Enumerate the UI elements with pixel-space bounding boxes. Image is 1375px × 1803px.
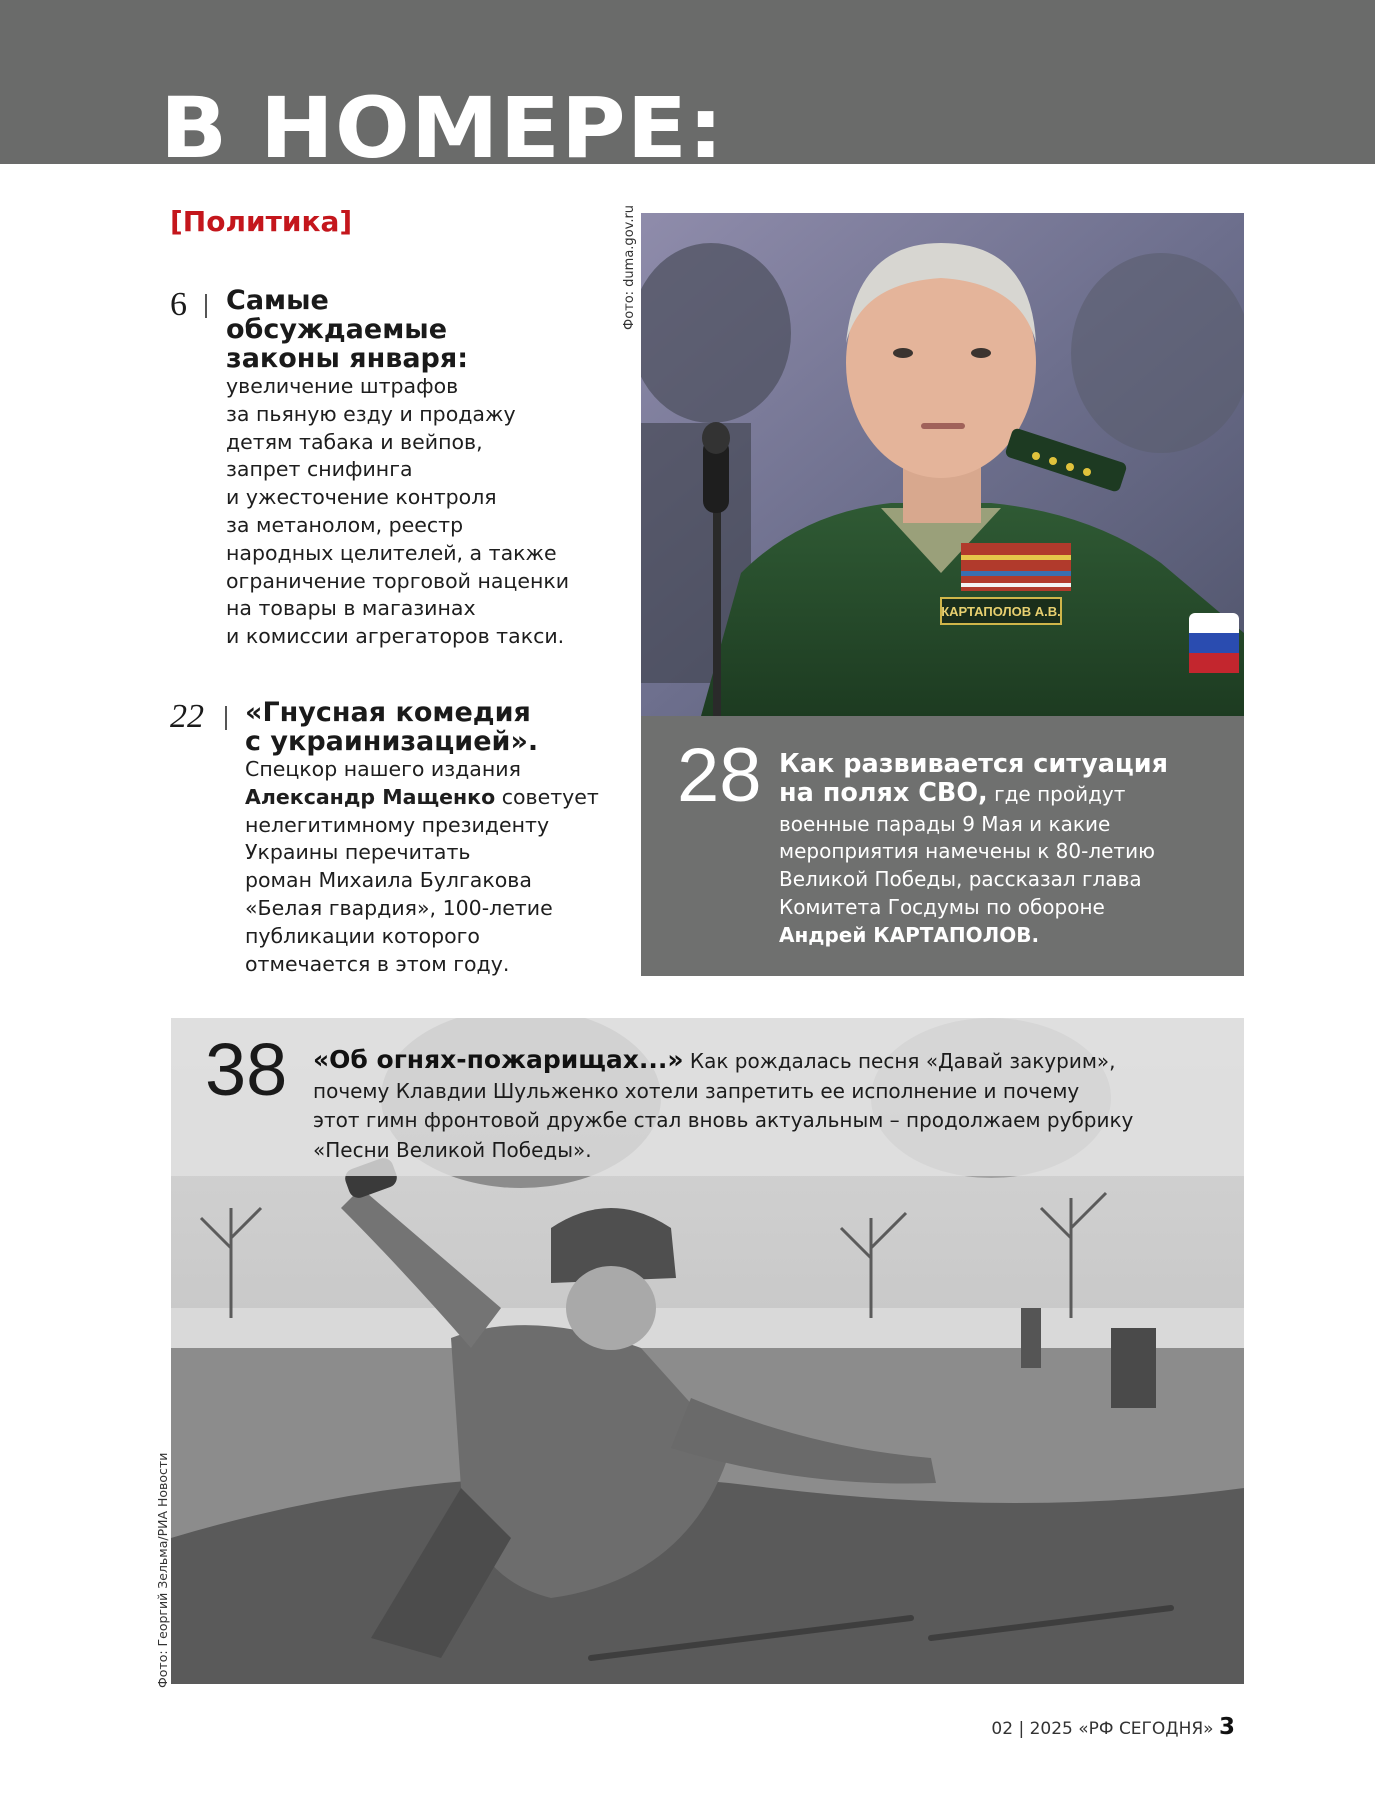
feature-caption-box[interactable]	[641, 716, 1244, 976]
divider	[225, 706, 227, 730]
song-page-number: 38	[205, 1028, 288, 1111]
article-item[interactable]	[170, 286, 600, 666]
song-headline: «Об огнях-пожарищах...»	[313, 1045, 684, 1074]
page-title: В НОМЕРЕ:	[160, 79, 725, 177]
portrait-photo[interactable]	[641, 213, 1244, 716]
article-summary: увеличение штрафов за пьяную езду и продажу детям табака и вейпов, запрет снифинга и ужесточение контроля за метанолом, реестр народных целителей, а также ограничение торговой наценки на товары в магазинах и комиссии агрегаторов такси.	[226, 374, 570, 649]
page-number: 22	[170, 698, 204, 735]
article-headline: «Гнусная комедия с украинизацией».	[245, 697, 539, 757]
article-summary: Спецкор нашего издания Александр Мащенко советует нелегитимному президенту Украины перечитать роман Михаила Булгакова «Белая гвардия», 100-летие публикации которого отмечается в этом году.	[245, 757, 599, 976]
article-item[interactable]	[170, 698, 610, 988]
portrait-name-tag: КАРТАПОЛОВ А.В.	[941, 604, 1061, 619]
divider	[205, 294, 207, 318]
page-footer: 02 | 2025 «РФ СЕГОДНЯ» 3	[991, 1714, 1235, 1740]
feature-headline: Как развивается ситуация на полях СВО, где пройдут	[779, 749, 1169, 808]
photo-credit: Фото: duma.gov.ru	[622, 204, 637, 330]
feature-person-name: Андрей КАРТАПОЛОВ.	[779, 922, 1040, 947]
page-number: 3	[1218, 1714, 1235, 1740]
issue-number: 02	[991, 1719, 1014, 1739]
feature-summary: военные парады 9 Мая и какие мероприятия намечены к 80-летию Великой Победы, рассказал глава Комитета Госдумы по обороне Андрей КАРТАПОЛОВ.	[779, 811, 1155, 947]
article-headline: Самые обсуждаемые законы января:	[226, 285, 469, 374]
feature-page-number: 28	[677, 733, 762, 818]
issue-year: 2025	[1029, 1719, 1073, 1739]
page-number: 6	[170, 286, 187, 323]
song-caption: «Об огнях-пожарищах...» Как рождалась песня «Давай закурим», почему Клавдии Шульженко хотели запретить ее исполнение и почему этот гимн фронтовой дружбе стал вновь актуальным – продолжаем рубрику «Песни Великой Победы».	[313, 1045, 1134, 1162]
section-label: [Политика]	[170, 205, 353, 238]
photo-credit: Фото: Георгий Зельма/РИА Новости	[155, 1452, 170, 1688]
war-photo[interactable]	[171, 1018, 1244, 1684]
magazine-name: «РФ СЕГОДНЯ»	[1078, 1719, 1214, 1739]
portrait-illustration	[641, 213, 1244, 716]
